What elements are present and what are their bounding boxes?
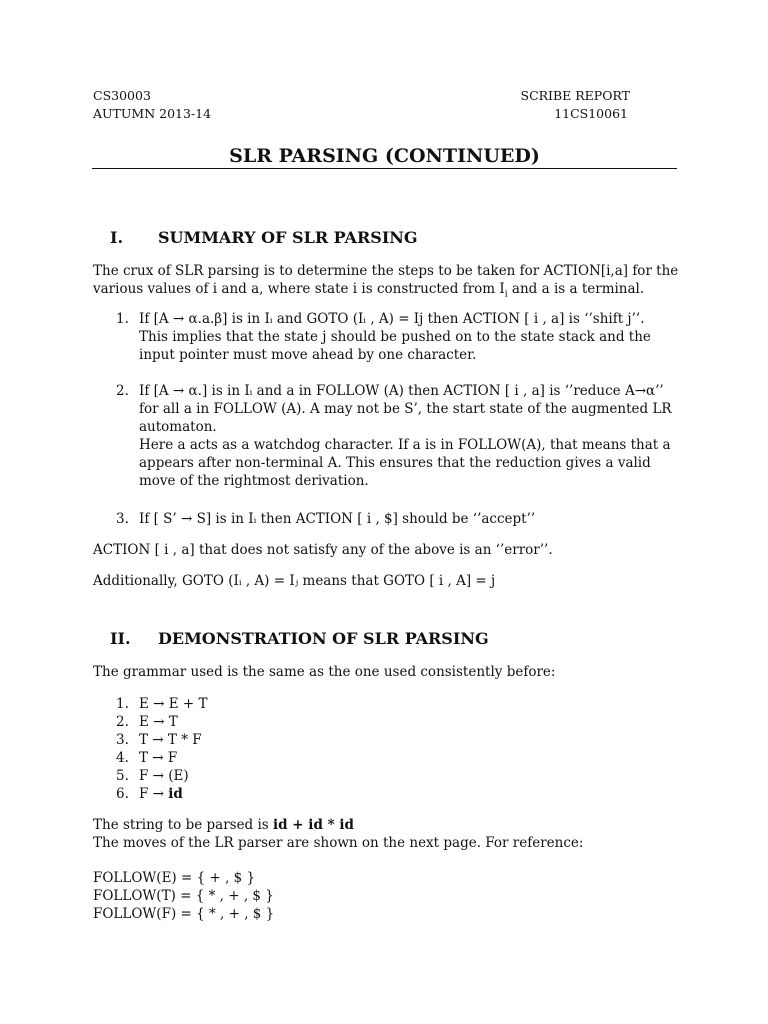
section-2-intro: The grammar used is the same as the one used consistently before:: [93, 664, 556, 680]
grammar-rule-number: 4.: [116, 750, 129, 766]
follow-set: FOLLOW(E) = { + , $ }: [93, 870, 256, 886]
grammar-rule-number: 5.: [116, 768, 129, 784]
grammar-rule: [116, 749, 676, 767]
grammar-rule-number: 6.: [116, 786, 129, 802]
goto-line: Additionally, GOTO (Iᵢ , A) = Iⱼ means that GOTO [ i , A] = j: [93, 573, 496, 589]
semester: AUTUMN 2013-14: [93, 106, 212, 121]
list-item: [116, 510, 676, 528]
list-item-text: automaton.: [139, 419, 217, 435]
list-item-text: If [A → α.] is in Iᵢ and a in FOLLOW (A) then ACTION [ i , a] is ‘’reduce A→α’’: [139, 383, 664, 399]
grammar-rule: [116, 731, 676, 749]
section-1-intro: [93, 262, 683, 298]
roll-number: 11CS10061: [554, 106, 628, 121]
grammar-rule-text: E → E + T: [139, 696, 208, 712]
list-item-text: If [ S’ → S] is in Iᵢ then ACTION [ i , $] should be ‘’accept’’: [139, 511, 536, 527]
string-to-parse: The string to be parsed is id + id * id: [93, 817, 354, 833]
list-item-text: This implies that the state j should be pushed on to the state stack and the: [139, 329, 651, 345]
list-item: [116, 310, 676, 364]
section-1-heading: [110, 227, 418, 249]
error-line: ACTION [ i , a] that does not satisfy any of the above is an ‘’error’’.: [93, 542, 553, 558]
grammar-rule-number: 3.: [116, 732, 129, 748]
section-2-heading: [110, 628, 489, 650]
title-divider: [92, 168, 677, 169]
intro-line-2: various values of i and a, where state i is constructed from $I_i$ and a is a terminal.: [93, 281, 645, 300]
page-title: SLR PARSING (CONTINUED): [229, 145, 540, 167]
grammar-rule-text: T → T * F: [139, 732, 202, 748]
section-1-title: SUMMARY OF SLR PARSING: [158, 228, 418, 247]
grammar-rule: [116, 767, 676, 785]
list-item-text: for all a in FOLLOW (A). A may not be S’, the start state of the augmented LR: [139, 401, 672, 417]
grammar-rule: [116, 695, 676, 713]
section-1-number: I.: [110, 228, 124, 247]
grammar-rule-text: F → id: [139, 786, 183, 802]
section-2-number: II.: [110, 629, 131, 648]
list-item-text: input pointer must move ahead by one character.: [139, 347, 477, 363]
list-item-number: 3.: [116, 511, 129, 527]
grammar-rule-number: 1.: [116, 696, 129, 712]
course-code: CS30003: [93, 88, 151, 103]
list-item-number: 1.: [116, 311, 129, 327]
grammar-rule-text: T → F: [139, 750, 178, 766]
list-item-text: appears after non-terminal A. This ensures that the reduction gives a valid: [139, 455, 651, 471]
grammar-rule-text: F → (E): [139, 768, 189, 784]
follow-set: FOLLOW(F) = { * , + , $ }: [93, 906, 275, 922]
follow-set: FOLLOW(T) = { * , + , $ }: [93, 888, 274, 904]
list-item: [116, 382, 676, 490]
grammar-rule-text: E → T: [139, 714, 178, 730]
moves-line: The moves of the LR parser are shown on the next page. For reference:: [93, 835, 584, 851]
intro-line-1: The crux of SLR parsing is to determine the steps to be taken for ACTION[i,a] for the: [93, 263, 679, 279]
grammar-rule: [116, 713, 676, 731]
report-type: SCRIBE REPORT: [520, 88, 630, 103]
list-item-text: move of the rightmost derivation.: [139, 473, 369, 489]
section-2-title: DEMONSTRATION OF SLR PARSING: [158, 629, 489, 648]
list-item-text: If [A → α.a.β] is in Iᵢ and GOTO (Iᵢ , A) = Ij then ACTION [ i , a] is ‘’shift j’’.: [139, 311, 645, 327]
grammar-rule-number: 2.: [116, 714, 129, 730]
list-item-number: 2.: [116, 383, 129, 399]
grammar-rule: [116, 785, 676, 803]
input-string: id + id * id: [273, 817, 354, 833]
list-item-text: Here a acts as a watchdog character. If a is in FOLLOW(A), that means that a: [139, 437, 671, 453]
